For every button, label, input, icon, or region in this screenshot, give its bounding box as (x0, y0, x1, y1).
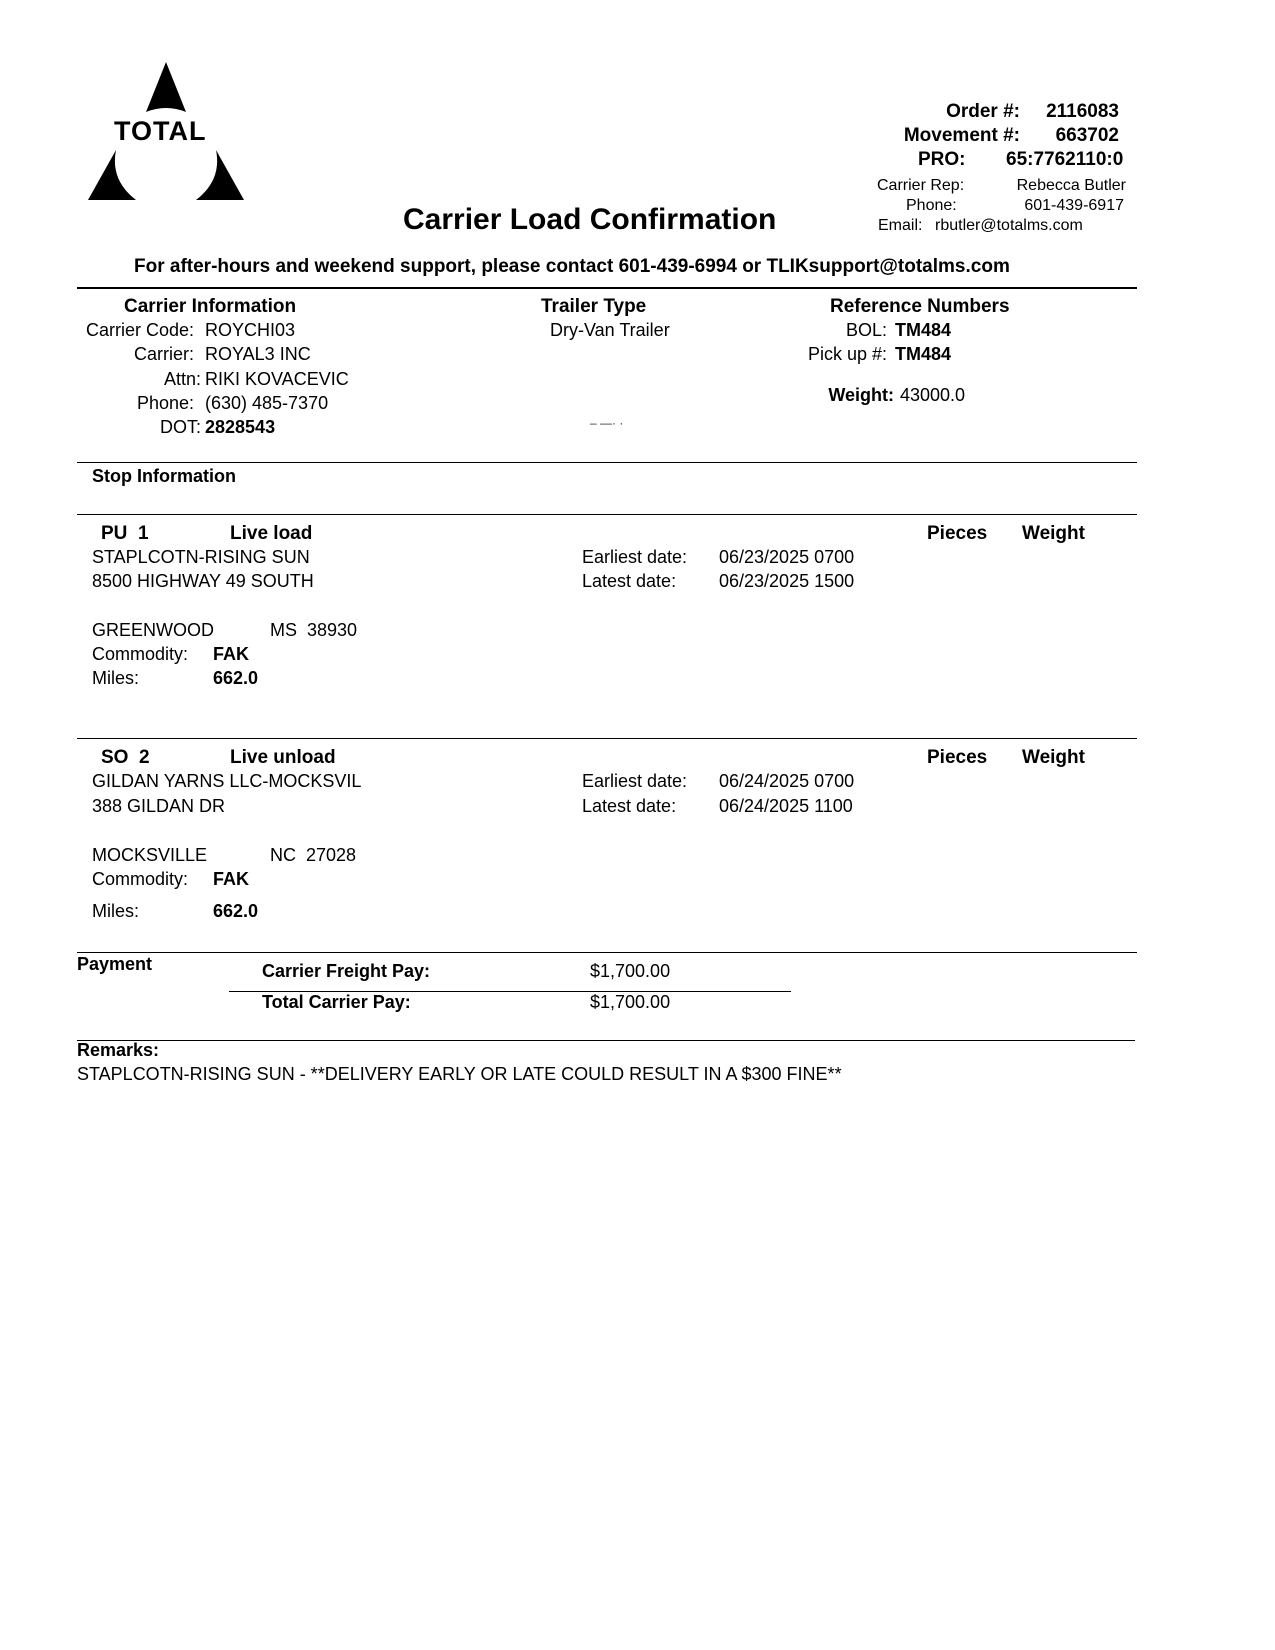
carrier-info-heading: Carrier Information (124, 296, 297, 317)
earliest-label: Earliest date: (582, 547, 688, 567)
support-line: For after-hours and weekend support, please contact 601-439-6994 or TLIKsupport@totalms.com (134, 256, 1010, 277)
movement-label: Movement #: (903, 125, 1020, 146)
company-logo (86, 60, 246, 205)
trailer-heading: Trailer Type (541, 296, 647, 317)
divider-remarks (77, 1040, 1135, 1041)
rep-value: Rebecca Butler (1016, 177, 1126, 194)
stop-info-heading: Stop Information (92, 466, 236, 486)
stop-name: STAPLCOTN-RISING SUN (92, 547, 310, 567)
pickup-value: TM484 (895, 344, 952, 364)
dot-value: 2828543 (205, 417, 276, 437)
total-pay-label: Total Carrier Pay: (262, 992, 411, 1012)
pro-value: 65:7762110:0 (1006, 149, 1124, 170)
latest-value: 06/23/2025 1500 (719, 571, 855, 591)
carrier-code-label: Carrier Code: (85, 320, 194, 340)
stop-code: PU 1 (101, 523, 149, 544)
commodity-value: FAK (213, 644, 249, 664)
commodity-value: FAK (213, 869, 249, 889)
earliest-label: Earliest date: (582, 771, 688, 791)
miles-label: Miles: (92, 668, 140, 688)
carrier-label: Carrier: (133, 344, 194, 364)
order-label: Order #: (946, 101, 1020, 122)
latest-value: 06/24/2025 1100 (719, 796, 853, 816)
weight-header: Weight (1022, 747, 1085, 768)
pieces-header: Pieces (927, 747, 988, 768)
attn-label: Attn: (163, 369, 201, 389)
movement-value: 663702 (1055, 125, 1119, 146)
stop-code: SO 2 (101, 747, 150, 768)
stop-state-zip: NC 27028 (270, 845, 357, 865)
total-pay-value: $1,700.00 (590, 992, 671, 1012)
carrier-code-value: ROYCHI03 (205, 320, 296, 340)
carrier-phone-label: Phone: (136, 393, 194, 413)
dot-label: DOT: (159, 417, 201, 437)
weight-label: Weight: (828, 385, 894, 405)
stop-type: Live load (230, 523, 313, 544)
freight-pay-label: Carrier Freight Pay: (262, 961, 431, 981)
pieces-header: Pieces (927, 523, 988, 544)
rep-email-value[interactable]: rbutler@totalms.com (935, 217, 1083, 234)
rep-phone-label: Phone: (906, 197, 957, 214)
bol-label: BOL: (845, 320, 887, 340)
latest-label: Latest date: (582, 796, 677, 816)
trailer-value: Dry-Van Trailer (550, 320, 670, 340)
carrier-value: ROYAL3 INC (205, 344, 311, 364)
freight-pay-value: $1,700.00 (590, 961, 671, 981)
miles-label: Miles: (92, 901, 140, 921)
divider-top (77, 287, 1137, 289)
page-title: Carrier Load Confirmation (403, 203, 777, 236)
commodity-label: Commodity: (92, 869, 189, 889)
attn-value: RIKI KOVACEVIC (205, 369, 349, 389)
weight-header: Weight (1022, 523, 1085, 544)
rep-label: Carrier Rep: (877, 177, 965, 194)
miles-value: 662.0 (213, 901, 259, 921)
divider-payment (77, 952, 1137, 953)
stop-address: 8500 HIGHWAY 49 SOUTH (92, 571, 314, 591)
reference-heading: Reference Numbers (830, 296, 1010, 317)
earliest-value: 06/23/2025 0700 (719, 547, 855, 567)
divider-stop-2 (77, 738, 1137, 739)
stop-address: 388 GILDAN DR (92, 796, 226, 816)
order-value: 2116083 (1046, 101, 1119, 122)
stop-city: MOCKSVILLE (92, 845, 208, 865)
weight-value: 43000.0 (900, 385, 966, 405)
rep-phone-value: 601-439-6917 (1024, 197, 1124, 214)
earliest-value: 06/24/2025 0700 (719, 771, 855, 791)
remarks-text: STAPLCOTN-RISING SUN - **DELIVERY EARLY OR LATE COULD RESULT IN A $300 FINE** (77, 1064, 842, 1084)
divider-stop-info (77, 462, 1137, 463)
rep-email-label: Email: (878, 217, 923, 234)
trailer-mark: – —· · (590, 416, 624, 430)
stop-state-zip: MS 38930 (270, 620, 358, 640)
pickup-label: Pick up #: (807, 344, 887, 364)
pro-label: PRO: (918, 149, 966, 170)
bol-value: TM484 (895, 320, 952, 340)
logo-text: TOTAL (114, 116, 207, 146)
miles-value: 662.0 (213, 668, 259, 688)
stop-name: GILDAN YARNS LLC-MOCKSVIL (92, 771, 362, 791)
remarks-heading: Remarks: (77, 1040, 160, 1060)
commodity-label: Commodity: (92, 644, 189, 664)
latest-label: Latest date: (582, 571, 677, 591)
payment-heading: Payment (77, 954, 153, 974)
stop-city: GREENWOOD (92, 620, 215, 640)
stop-type: Live unload (230, 747, 336, 768)
carrier-phone-value: (630) 485-7370 (205, 393, 329, 413)
divider-stop-1 (77, 514, 1137, 515)
